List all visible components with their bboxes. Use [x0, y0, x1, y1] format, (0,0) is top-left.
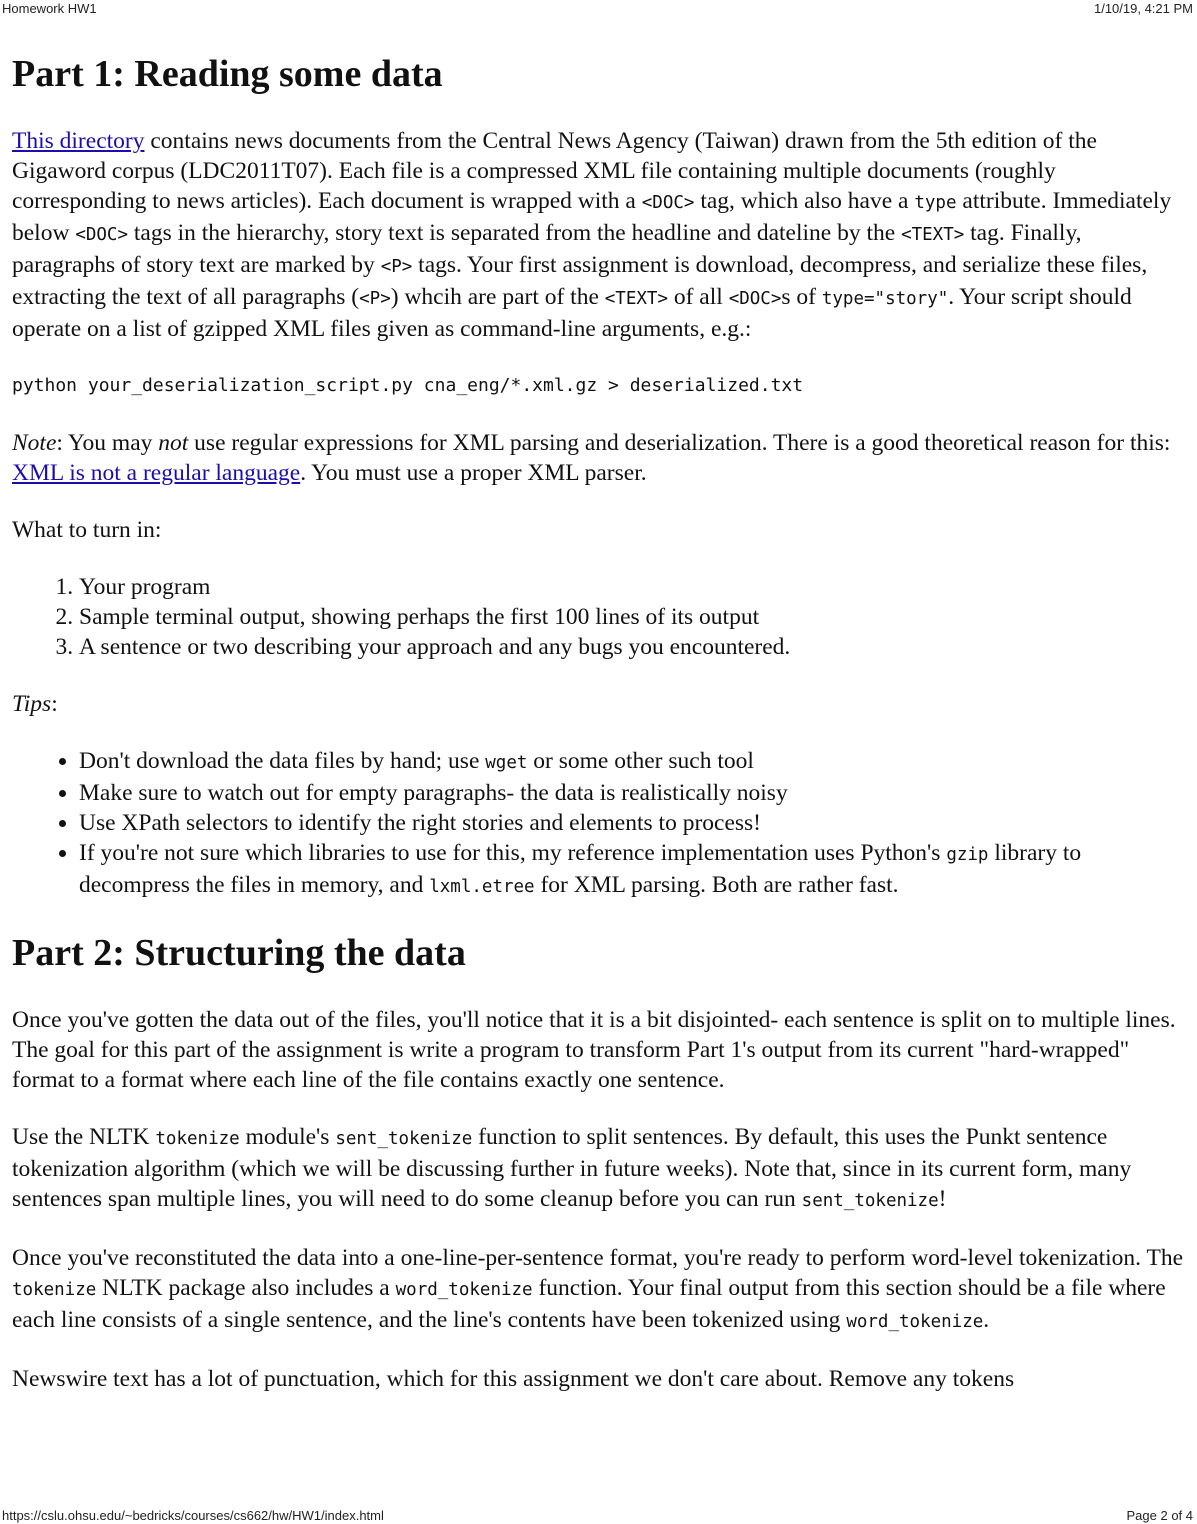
- document-body: [12, 50, 1188, 1421]
- command-example: python your_deserialization_script.py cna_eng/*.xml.gz > deserialized.txt: [12, 375, 804, 396]
- tip-text: Don't download the data files by hand; use: [79, 748, 486, 774]
- inline-code: <DOC>: [641, 193, 695, 213]
- tip-text: If you're not sure which libraries to use for this, my reference implementation uses Python's: [79, 840, 947, 866]
- body-text: .: [983, 1307, 990, 1333]
- intro-text: . Your script should operate on a list of gzipped XML files given as command-line arguments, e.g.:: [12, 284, 1132, 342]
- body-text: Once you've reconstituted the data into a one-line-per-sentence format, you're ready to perform word-level tokenization. The: [12, 1245, 1184, 1271]
- inline-code: gzip: [946, 845, 989, 865]
- inline-code: type="story": [821, 289, 949, 309]
- part1-intro-paragraph: [12, 126, 1188, 344]
- this-directory-link[interactable]: This directory: [12, 128, 145, 154]
- intro-text: tag, which also have a: [694, 188, 915, 214]
- note-text: use regular expressions for XML parsing and deserialization. There is a good theoretical reason for this:: [188, 430, 1171, 456]
- inline-code: <DOC>: [728, 289, 782, 309]
- tip-text: or some other such tool: [527, 748, 754, 774]
- inline-code: <P>: [359, 289, 391, 309]
- list-item: • Use XPath selectors to identify the right stories and elements to process!: [79, 808, 1188, 838]
- header-title: Homework HW1: [2, 1, 97, 16]
- intro-text: s of: [781, 284, 822, 310]
- body-text: Use the NLTK: [12, 1124, 156, 1150]
- intro-text: tag. Finally, paragraphs of story text are marked by: [12, 220, 1082, 278]
- inline-code: type: [914, 193, 957, 213]
- part2-heading: Part 2: Structuring the data: [12, 932, 466, 974]
- print-footer: [0, 1507, 1197, 1524]
- inline-code: <TEXT>: [901, 225, 965, 245]
- footer-url: https://cslu.ohsu.edu/~bedricks/courses/cs662/hw/HW1/index.html: [2, 1508, 384, 1523]
- intro-text: attribute. Immediately below: [12, 188, 1172, 246]
- list-item: [79, 746, 1188, 778]
- inline-code: <TEXT>: [604, 289, 668, 309]
- list-item: 1. Your program: [79, 572, 1188, 602]
- tip-text: for XML parsing. Both are rather fast.: [534, 872, 899, 898]
- tips-list: [12, 746, 1188, 902]
- body-text: function to split sentences. By default, this uses the Punkt sentence tokenization algorithm (which we will be discussing further in future weeks). Note that, since in its current form, many sentences span multiple lines, you will need to do some cleanup before you can run: [12, 1124, 1132, 1212]
- intro-text: tags. Your first assignment is download, decompress, and serialize these files, extracting the text of all paragraphs (: [12, 252, 1148, 310]
- tips-label-paragraph: [12, 689, 1188, 719]
- intro-text: of all: [667, 284, 729, 310]
- inline-code: sent_tokenize: [335, 1129, 473, 1149]
- header-datetime: 1/10/19, 4:21 PM: [1093, 1, 1193, 16]
- part2-paragraph-4: Newswire text has a lot of punctuation, which for this assignment we don't care about. Remove any tokens: [12, 1366, 1015, 1392]
- part2-paragraph-1: Once you've gotten the data out of the files, you'll notice that it is a bit disjointed- each sentence is split on to multiple lines. The goal for this part of the assignment is write a program to transform Part 1's output from its current "hard-wrapped" format to a format where each line of the file contains exactly one sentence.: [12, 1007, 1176, 1093]
- note-paragraph: [12, 428, 1188, 488]
- body-text: function. Your final output from this section should be a file where each line consists of a single sentence, and the line's contents have been tokenized using: [12, 1275, 1166, 1333]
- inline-code: word_tokenize: [846, 1312, 984, 1332]
- note-text: : You may: [56, 430, 159, 456]
- tips-colon: :: [51, 691, 58, 717]
- part2-paragraph-3: [12, 1243, 1188, 1337]
- inline-code: tokenize: [155, 1129, 240, 1149]
- list-item: [79, 838, 1188, 902]
- inline-code: tokenize: [12, 1280, 97, 1300]
- list-item: • Make sure to watch out for empty paragraphs- the data is realistically noisy: [79, 778, 1188, 808]
- note-label: Note: [12, 430, 57, 456]
- intro-text: tags in the hierarchy, story text is separated from the headline and dateline by the: [128, 220, 902, 246]
- inline-code: lxml.etree: [429, 877, 535, 897]
- inline-code: word_tokenize: [395, 1280, 533, 1300]
- note-text: . You must use a proper XML parser.: [300, 460, 647, 486]
- xml-not-regular-link[interactable]: XML is not a regular language: [12, 460, 301, 486]
- part2-paragraph-2: [12, 1122, 1188, 1216]
- body-text: NLTK package also includes a: [96, 1275, 396, 1301]
- intro-text: ) whcih are part of the: [390, 284, 605, 310]
- inline-code: sent_tokenize: [801, 1191, 939, 1211]
- inline-code: <DOC>: [75, 225, 128, 245]
- inline-code: <P>: [380, 257, 413, 277]
- turn-in-label: What to turn in:: [12, 517, 162, 543]
- tips-label: Tips: [12, 691, 52, 717]
- body-text: module's: [239, 1124, 336, 1150]
- intro-text: contains news documents from the Central News Agency (Taiwan) drawn from the 5th edition of the Gigaword corpus (LDC2011T07). Each file is a compressed XML file containing multiple documents (roughly corresponding to news articles). Each document is wrapped with a: [12, 128, 1097, 214]
- part1-heading: Part 1: Reading some data: [12, 53, 443, 95]
- tip-text: library to decompress the files in memory, and: [79, 840, 1082, 898]
- print-header: [0, 0, 1197, 18]
- footer-page-number: Page 2 of 4: [1126, 1508, 1193, 1523]
- inline-code: wget: [485, 753, 528, 773]
- list-item: 2. Sample terminal output, showing perhaps the first 100 lines of its output: [79, 602, 1188, 632]
- note-emphasis: not: [158, 430, 189, 456]
- body-text: !: [938, 1186, 947, 1212]
- turn-in-list: [12, 572, 1188, 662]
- list-item: 3. A sentence or two describing your approach and any bugs you encountered.: [79, 632, 1188, 662]
